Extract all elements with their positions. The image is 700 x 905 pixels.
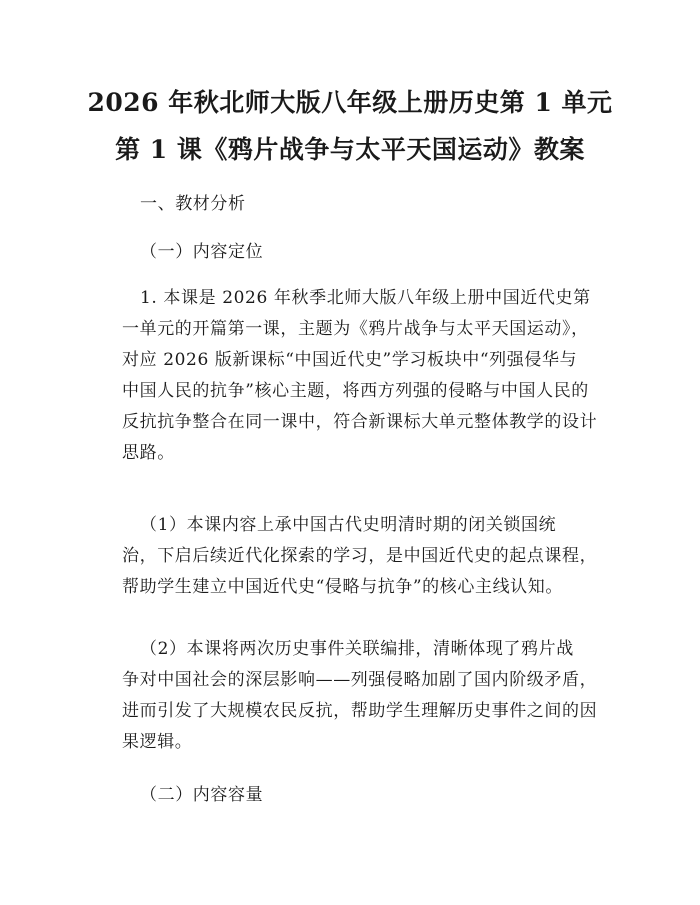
- paragraph-1: [122, 283, 602, 469]
- paragraph-1-line: 中国人民的抗争”核心主题，将西方列强的侵略与中国人民的: [122, 381, 589, 401]
- paragraph-3-line: 争对中国社会的深层影响——列强侵略加剧了国内阶级矛盾，: [122, 670, 598, 690]
- paragraph-1-line: 对应 2026 版新课标“中国近代史”学习板块中“列强侵华与: [122, 350, 578, 370]
- paragraph-3-line: （2）本课将两次历史事件关联编排，清晰体现了鸦片战: [140, 639, 574, 659]
- paragraph-2-line: 治，下启后续近代化探索的学习，是中国近代史的起点课程，: [122, 546, 598, 566]
- document-title-line-1: 2026 年秋北师大版八年级上册历史第 1 单元: [87, 88, 613, 117]
- paragraph-2: [122, 510, 602, 603]
- paragraph-1-line: 一单元的开篇第一课，主题为《鸦片战争与太平天国运动》，: [122, 319, 589, 339]
- paragraph-1-line: 1. 本课是 2026 年秋季北师大版八年级上册中国近代史第: [140, 288, 591, 308]
- paragraph-3-line: 进而引发了大规模农民反抗，帮助学生理解历史事件之间的因: [122, 701, 598, 721]
- section-heading-textbook-analysis: 一、教材分析: [140, 194, 246, 214]
- paragraph-2-line: （1）本课内容上承中国古代史明清时期的闭关锁国统: [140, 515, 557, 535]
- paragraph-3: [122, 634, 602, 758]
- paragraph-1-line: 反抗抗争整合在同一课中，符合新课标大单元整体教学的设计: [122, 412, 598, 432]
- paragraph-1-line: 思路。: [122, 443, 175, 463]
- paragraph-3-line: 果逻辑。: [122, 732, 193, 752]
- subsection-heading-content-positioning: （一）内容定位: [140, 242, 264, 262]
- subsection-heading-content-capacity: （二）内容容量: [140, 785, 264, 805]
- paragraph-2-line: 帮助学生建立中国近代史“侵略与抗争”的核心主线认知。: [122, 577, 563, 597]
- document-title-line-2: 第 1 课《鸦片战争与太平天国运动》教案: [115, 135, 585, 164]
